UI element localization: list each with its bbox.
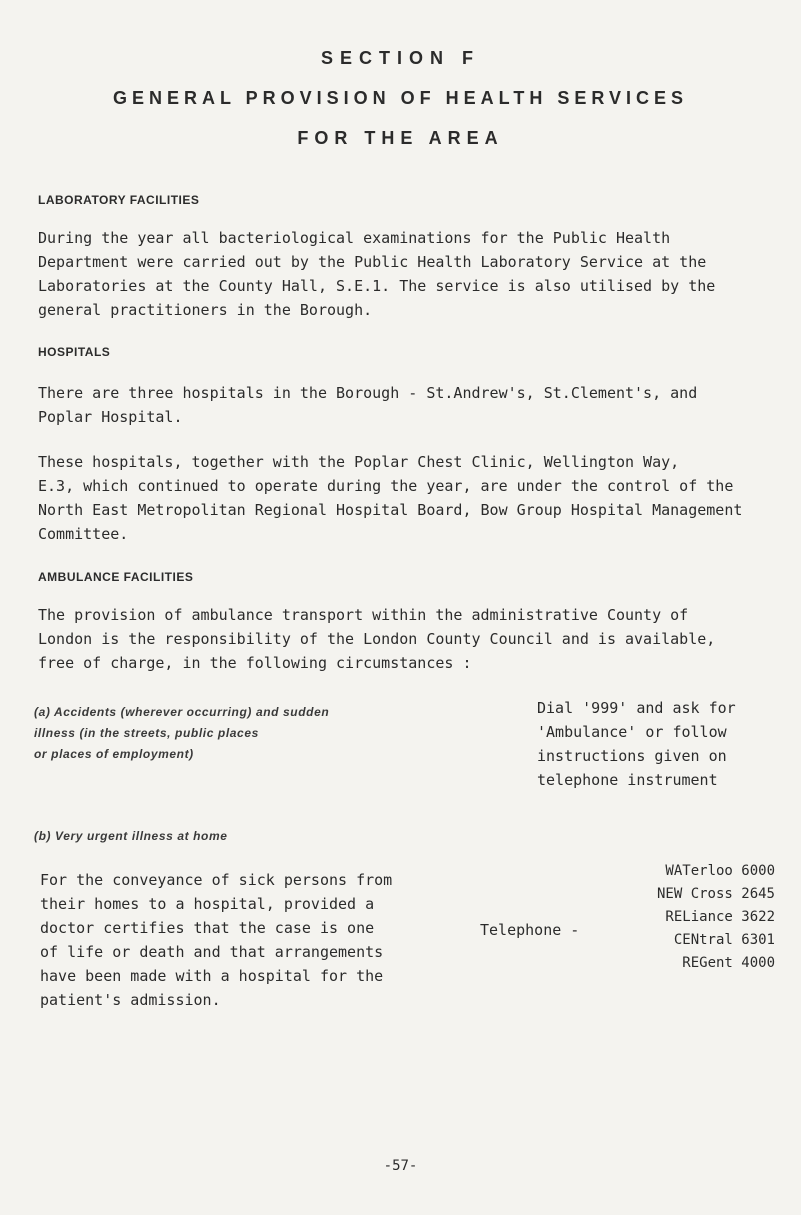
ambulance-case-a-instruction: Dial '999' and ask for 'Ambulance' or follow instructions given on telephone instrument	[537, 699, 736, 789]
section-label: SECTION F	[320, 48, 480, 68]
phone-number: CENtral 6301	[673, 932, 775, 948]
phone-number: RELiance 3622	[665, 909, 775, 925]
phone-number-list	[600, 860, 775, 975]
page-number: -57-	[383, 1158, 418, 1174]
laboratory-heading: LABORATORY FACILITIES	[38, 193, 200, 207]
hospitals-text-1: There are three hospitals in the Borough - St.Andrew's, St.Clement's, and Poplar Hospital.	[38, 384, 698, 426]
ambulance-case-a-label: (a) Accidents (wherever occurring) and sudden illness (in the streets, public places or places of employment)	[34, 705, 330, 761]
telephone-label: Telephone -	[480, 921, 580, 939]
hospitals-heading: HOSPITALS	[38, 345, 111, 359]
hospitals-text-2: These hospitals, together with the Poplar Chest Clinic, Wellington Way, E.3, which continued to operate during the year, are under the control of the North East Metropolitan Regional Hospital Board, Bow Group Hospital Management Committee.	[38, 453, 743, 543]
phone-number: NEW Cross 2645	[656, 886, 775, 902]
phone-number: WATerloo 6000	[665, 863, 775, 879]
page-title: GENERAL PROVISION OF HEALTH SERVICES	[112, 88, 689, 108]
ambulance-heading: AMBULANCE FACILITIES	[38, 570, 194, 584]
phone-number: REGent 4000	[682, 955, 775, 971]
ambulance-case-b-text: For the conveyance of sick persons from their homes to a hospital, provided a doctor certifies that the case is one of life or death and that arrangements have been made with a hospital for the patient's admission.	[40, 871, 393, 1009]
ambulance-case-b-label: (b) Very urgent illness at home	[34, 829, 228, 843]
ambulance-text: The provision of ambulance transport within the administrative County of London is the responsibility of the London County Council and is available, free of charge, in the following circumstances :	[38, 606, 716, 672]
laboratory-text: During the year all bacteriological examinations for the Public Health Department were carried out by the Public Health Laboratory Service at the Laboratories at the County Hall, S.E.1. The service is also utilised by the general practitioners in the Borough.	[38, 229, 716, 319]
page-subtitle: FOR THE AREA	[297, 128, 504, 148]
